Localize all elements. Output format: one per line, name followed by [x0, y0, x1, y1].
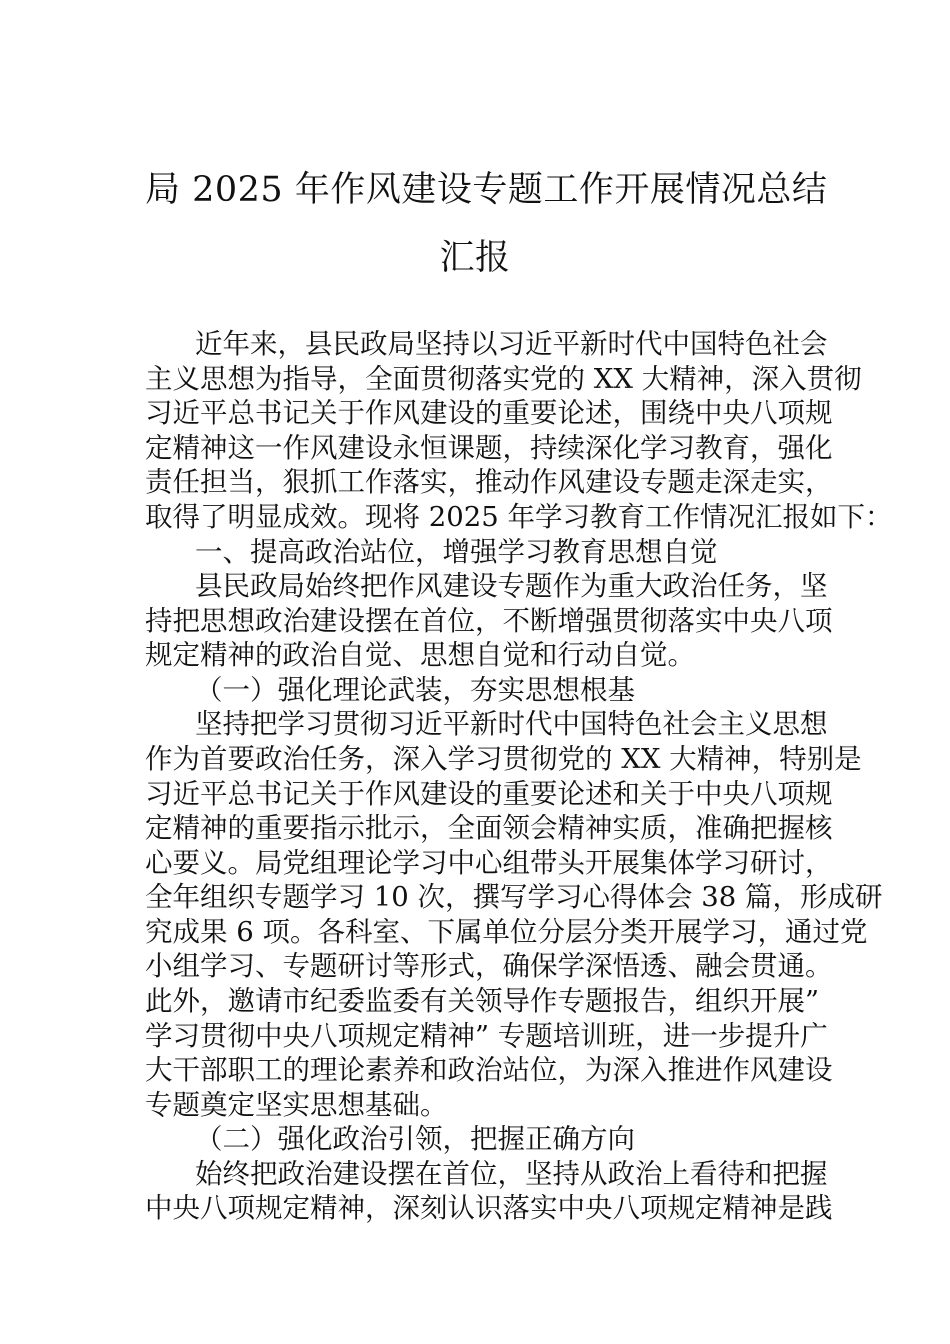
paragraph-line: 此外，邀请市纪委监委有关领导作专题报告，组织开展”	[145, 985, 820, 1017]
paragraph-line: 始终把政治建设摆在首位，坚持从政治上看待和把握	[195, 1158, 828, 1190]
paragraph-line: 坚持把学习贯彻习近平新时代中国特色社会主义思想	[195, 708, 828, 740]
paragraph-line: 习近平总书记关于作风建设的重要论述和关于中央八项规	[145, 778, 833, 810]
paragraph-line: 责任担当，狠抓工作落实，推动作风建设专题走深走实，	[145, 466, 833, 498]
paragraph-line: 定精神的重要指示批示，全面领会精神实质，准确把握核	[145, 812, 833, 844]
document-title-continued: 汇报	[439, 238, 511, 278]
paragraph-line: 学习贯彻中央八项规定精神” 专题培训班，进一步提升广	[145, 1020, 828, 1052]
section-heading: 一、提高政治站位，增强学习教育思想自觉	[195, 536, 718, 568]
subsection-heading: （一）强化理论武装，夯实思想根基	[195, 674, 635, 706]
paragraph-line: 取得了明显成效。现将 2025 年学习教育工作情况汇报如下：	[145, 501, 893, 533]
paragraph-line: 主义思想为指导，全面贯彻落实党的 XX 大精神，深入贯彻	[145, 363, 862, 395]
subsection-heading: （二）强化政治引领，把握正确方向	[195, 1123, 635, 1155]
paragraph-line: 中央八项规定精神，深刻认识落实中央八项规定精神是践	[145, 1192, 833, 1224]
paragraph-line: 近年来，县民政局坚持以习近平新时代中国特色社会	[195, 328, 828, 360]
paragraph-line: 持把思想政治建设摆在首位，不断增强贯彻落实中央八项	[145, 605, 833, 637]
paragraph-line: 全年组织专题学习 10 次，撰写学习心得体会 38 篇，形成研	[145, 881, 883, 913]
paragraph-line: 小组学习、专题研讨等形式，确保学深悟透、融会贯通。	[145, 950, 833, 982]
paragraph-line: 究成果 6 项。各科室、下属单位分层分类开展学习，通过党	[145, 916, 868, 948]
paragraph-line: 大干部职工的理论素养和政治站位，为深入推进作风建设	[145, 1054, 833, 1086]
paragraph-line: 习近平总书记关于作风建设的重要论述，围绕中央八项规	[145, 397, 833, 429]
paragraph-line: 县民政局始终把作风建设专题作为重大政治任务，坚	[195, 570, 828, 602]
document-title: 局 2025 年作风建设专题工作开展情况总结	[145, 170, 828, 210]
paragraph-line: 规定精神的政治自觉、思想自觉和行动自觉。	[145, 639, 695, 671]
paragraph-line: 专题奠定坚实思想基础。	[145, 1089, 448, 1121]
paragraph-line: 心要义。局党组理论学习中心组带头开展集体学习研讨，	[145, 847, 833, 879]
paragraph-line: 定精神这一作风建设永恒课题，持续深化学习教育，强化	[145, 432, 833, 464]
paragraph-line: 作为首要政治任务，深入学习贯彻党的 XX 大精神，特别是	[145, 743, 862, 775]
